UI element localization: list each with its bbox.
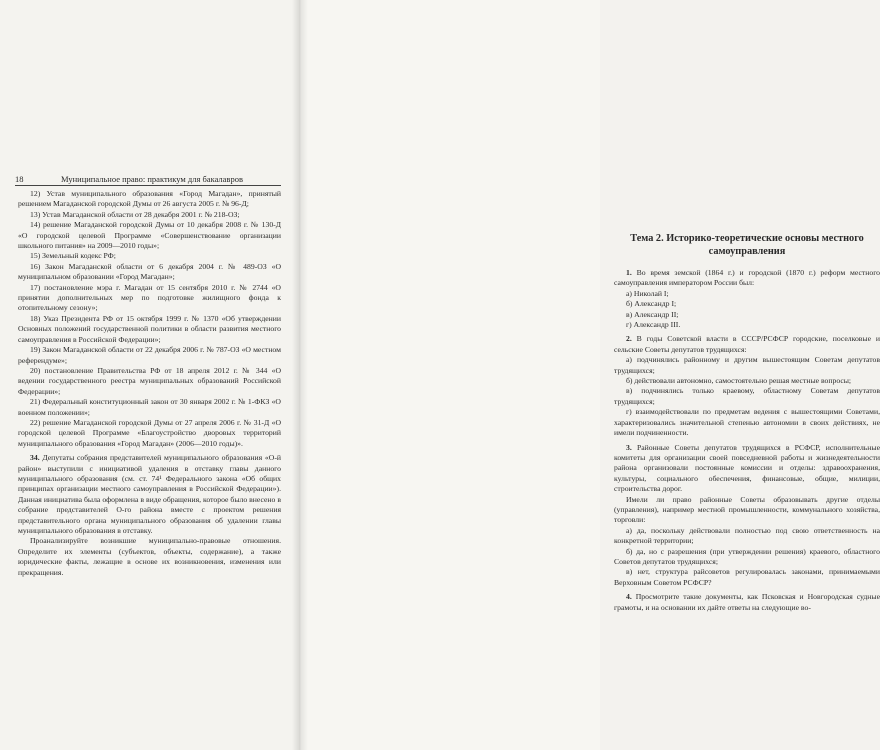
answer-option: а) да, поскольку действовали полностью под свою ответственность на конкретной территории; — [614, 525, 880, 546]
question-text: Просмотрите такие документы, как Псковская и Новгородская судные грамоты, и на основании их дайте ответы на следующие во- — [614, 592, 880, 612]
list-item: 22) решение Магаданской городской Думы от 27 апреля 2006 г. № 31-Д «О городской целевой Программе «Благоустройство дворовых территорий муниципального образования «Город Магадан» (2006—2010 годы)». — [18, 417, 281, 448]
answer-option: г) Александр III. — [626, 320, 681, 330]
answer-option: б) да, но с разрешения (при утверждении решения) краевого, областного Советов депутатов трудящихся; — [614, 546, 880, 566]
left-page-body — [18, 189, 281, 578]
question-3 — [614, 443, 880, 495]
question-1 — [614, 268, 880, 289]
answer-option: в) подчинялись только краевому, областному Советам депутатов трудящихся; — [614, 386, 880, 406]
list-item: 20) постановление Правительства РФ от 18 апреля 2012 г. № 344 «О ведении государственного реестра муниципальных образований Российской Федерации»; — [18, 365, 281, 396]
answer-option: а) Николай I; — [626, 288, 669, 298]
answer-option: б) Александр I; — [626, 299, 677, 309]
answer-option: в) Александр II; — [626, 309, 679, 319]
question-2 — [614, 334, 880, 355]
left-page — [0, 0, 300, 750]
page-number: 18 — [15, 174, 24, 184]
right-page — [300, 0, 880, 750]
question-number: 4. — [626, 592, 632, 602]
right-page-body — [614, 233, 880, 613]
question-4 — [614, 592, 880, 613]
task-followup: Проанализируйте возникшие муниципально-правовые отношения. Определите их элементы (субъектов, объекты, содержание), а также юридические факты, лежащие в основе их возникновения, изменения или прекращения. — [18, 536, 281, 577]
question-number: 3. — [626, 442, 632, 452]
list-item: 14) решение Магаданской городской Думы от 10 декабря 2008 г. № 130-Д «О городской целевой Программе «Совершенствование организации школьного питания» на 2009—2010 годы»; — [18, 220, 281, 251]
task-34 — [18, 453, 281, 536]
task-number: 34. — [30, 453, 40, 463]
answer-option: а) подчинялись районному и другим вышестоящим Советам депутатов трудящихся; — [614, 355, 880, 375]
list-item: 17) постановление мэра г. Магадан от 15 сентября 2010 г. № 2744 «О принятии дополнительных мер по подготовке жилищного фонда к отопительному сезону»; — [18, 282, 281, 313]
running-head — [15, 173, 281, 186]
book-gutter — [292, 0, 308, 750]
topic-heading: Тема 2. Историко-теоретические основы местного самоуправления — [630, 233, 864, 257]
running-title: Муниципальное право: практикум для бакалавров — [61, 174, 243, 184]
list-item: 13) Устав Магаданской области от 28 декабря 2001 г. № 218-ОЗ; — [30, 209, 240, 219]
answer-option: г) взаимодействовали по предметам ведения с вышестоящими Советами, характеризовались значительной степенью автономии в своих действиях, не имели подчиненности. — [614, 407, 880, 438]
list-item: 21) Федеральный конституционный закон от 30 января 2002 г. № 1-ФКЗ «О военном положении»; — [18, 397, 281, 417]
answer-option: в) нет, структура райсоветов регулировалась законами, принимаемыми Верховным Советом РСФСР? — [614, 567, 880, 587]
list-item: 19) Закон Магаданской области от 22 декабря 2006 г. № 787-ОЗ «О местном референдуме»; — [18, 345, 281, 365]
question-3-prompt: Имели ли право районные Советы образовывать другие отделы (управления), например местной промышленности, коммунального хозяйства, торговли: — [614, 494, 880, 525]
answer-option: б) действовали автономно, самостоятельно решая местные вопросы; — [626, 376, 852, 386]
list-item: 15) Земельный кодекс РФ; — [30, 251, 116, 261]
list-item: 12) Устав муниципального образования «Город Магадан», принятый решением Магаданской городской Думы от 26 августа 2005 г. № 96-Д; — [18, 189, 281, 209]
task-text: Депутаты собрания представителей муниципального образования «О-й район» выступили с инициативой удаления в отставку главы данного муниципального образования (см. ст. 74¹ Федерального закона «Об общих принципах организации местного самоуправления в Российской Федерации»). Данная инициатива была оформлена в виде обращения, которое было внесено в собрание представителей О-го района вместе с проектом решения представительного органа муниципального образования об удалении главы муниципального образования в отставку. — [18, 453, 282, 535]
question-text: Районные Советы депутатов трудящихся в РСФСР, исполнительные комитеты для организации своей повседневной работы и жизнедеятельности района организовали постоянные комиссии и отделы: здравоохранения, культуры, социального обеспечения, финансовые, общие, милиции, строительства дорог. — [614, 442, 880, 494]
list-item: 18) Указ Президента РФ от 15 октября 1999 г. № 1370 «Об утверждении Основных положений государственной политики в области развития местного самоуправления в Российской Федерации»; — [18, 313, 281, 344]
question-text: В годы Советской власти в СССР/РСФСР городские, поселковые и сельские Советы депутатов трудящихся: — [614, 334, 880, 354]
list-item: 16) Закон Магаданской области от 6 декабря 2004 г. № 489-ОЗ «О муниципальном образовании «Город Магадан»; — [18, 261, 281, 282]
question-number: 2. — [626, 334, 632, 344]
question-text: Во время земской (1864 г.) и городской (1870 г.) реформ местного самоуправления императором России был: — [614, 268, 880, 288]
question-number: 1. — [626, 268, 632, 277]
